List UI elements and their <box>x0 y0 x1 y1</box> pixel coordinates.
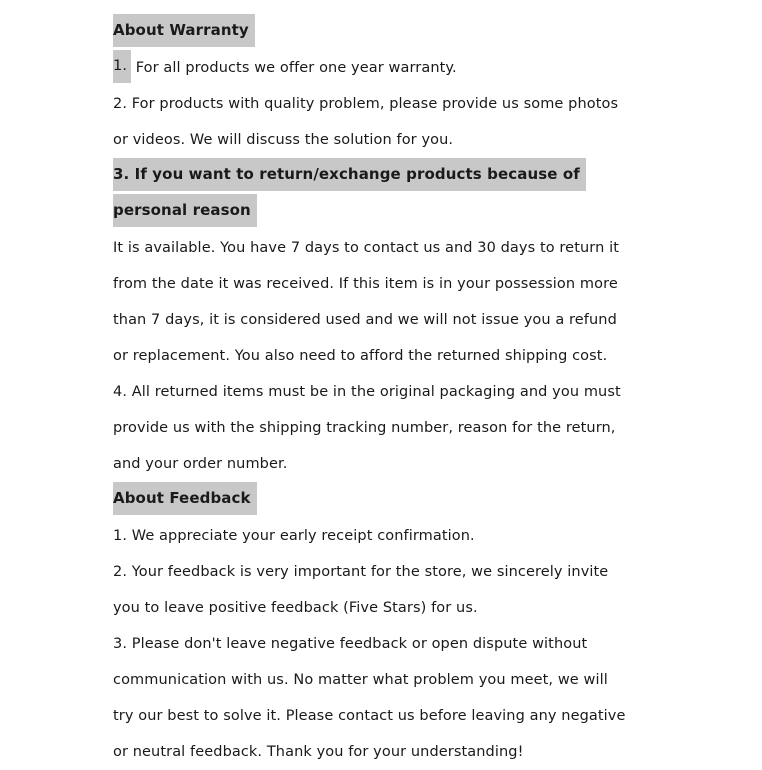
warranty-item-3-heading-line-2 <box>113 194 613 230</box>
feedback-heading-line <box>113 482 613 518</box>
warranty-item-1-text: For all products we offer one year warranty. <box>131 60 457 76</box>
feedback-item-3-line-4: or neutral feedback. Thank you for your understanding! <box>113 744 524 760</box>
feedback-item-2-line-1: 2. Your feedback is very important for the store, we sincerely invite <box>113 564 609 580</box>
warranty-item-2-line-1: 2. For products with quality problem, please provide us some photos <box>113 96 619 112</box>
feedback-item-3-line-1: 3. Please don't leave negative feedback or open dispute without <box>113 636 588 652</box>
warranty-heading-line <box>113 14 613 50</box>
warranty-item-4-line-3: and your order number. <box>113 456 288 472</box>
feedback-heading: About Feedback <box>113 482 257 515</box>
feedback-item-3-line-3: try our best to solve it. Please contact us before leaving any negative <box>113 708 626 724</box>
warranty-heading: About Warranty <box>113 14 255 47</box>
warranty-item-3-heading-2: personal reason <box>113 194 257 227</box>
warranty-item-4-line-1: 4. All returned items must be in the original packaging and you must <box>113 384 621 400</box>
warranty-item-3-body-line-3: than 7 days, it is considered used and we will not issue you a refund <box>113 312 617 328</box>
warranty-item-3-body-line-2: from the date it was received. If this item is in your possession more <box>113 276 618 292</box>
warranty-item-1 <box>113 50 613 86</box>
warranty-item-3-body-line-4: or replacement. You also need to afford the returned shipping cost. <box>113 348 608 364</box>
warranty-item-1-number: 1. <box>113 50 131 83</box>
feedback-item-3-line-2: communication with us. No matter what problem you meet, we will <box>113 672 608 688</box>
warranty-item-3-heading-line-1 <box>113 158 613 194</box>
warranty-item-4-line-2: provide us with the shipping tracking number, reason for the return, <box>113 420 616 436</box>
warranty-item-2-line-2: or videos. We will discuss the solution for you. <box>113 132 454 148</box>
warranty-item-3-body-line-1: It is available. You have 7 days to contact us and 30 days to return it <box>113 240 619 256</box>
feedback-item-2-line-2: you to leave positive feedback (Five Stars) for us. <box>113 600 478 616</box>
policy-document <box>113 14 626 770</box>
feedback-item-1-line-1: 1. We appreciate your early receipt confirmation. <box>113 528 475 544</box>
warranty-item-3-heading-1: 3. If you want to return/exchange products because of <box>113 158 586 191</box>
